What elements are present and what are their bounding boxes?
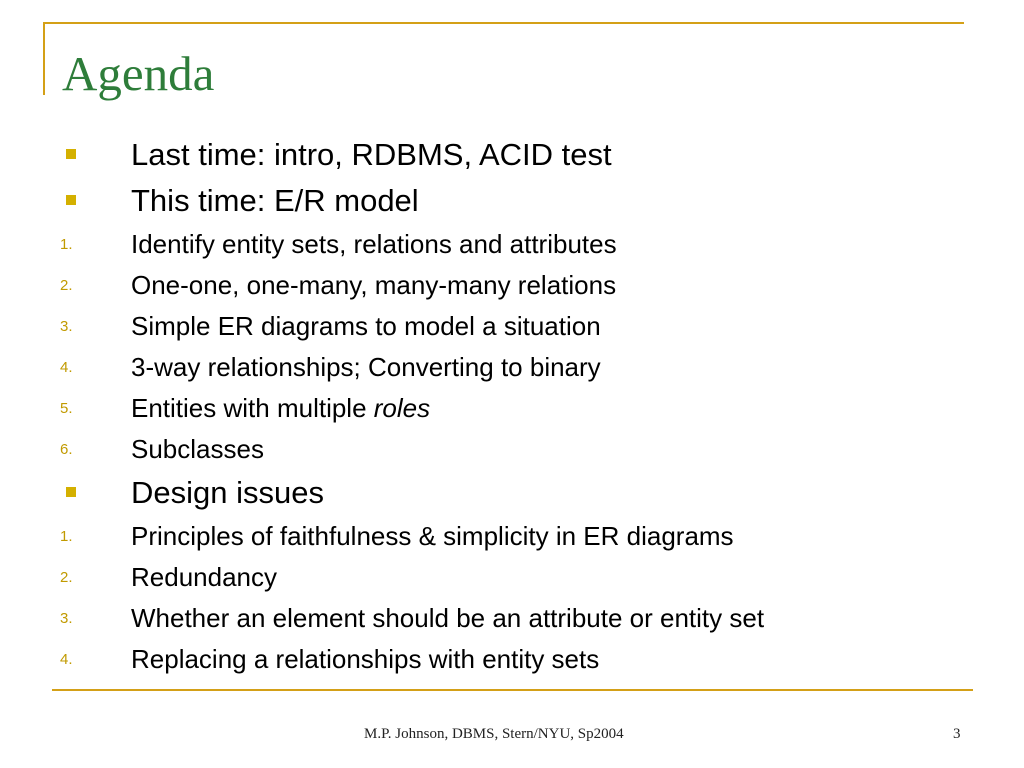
list-number: 4. (60, 359, 73, 376)
list-number: 1. (60, 236, 73, 253)
footer-text: M.P. Johnson, DBMS, Stern/NYU, Sp2004 (364, 726, 624, 742)
list-item-text: Simple ER diagrams to model a situation (131, 311, 601, 341)
list-number: 5. (60, 400, 73, 417)
list-item-text: Redundancy (131, 562, 277, 592)
list-item-text: This time: E/R model (131, 183, 419, 218)
top-border-line (43, 22, 964, 24)
list-item-text: Design issues (131, 475, 324, 510)
list-item-text: 3-way relationships; Converting to binary (131, 352, 601, 382)
list-item (0, 557, 1024, 598)
list-number: 4. (60, 651, 73, 668)
square-bullet-icon (66, 195, 76, 205)
list-item-text: Replacing a relationships with entity sets (131, 644, 600, 674)
square-bullet-icon (66, 487, 76, 497)
list-item (0, 516, 1024, 557)
list-item (0, 388, 1024, 429)
list-item (0, 224, 1024, 265)
agenda-list (0, 132, 1024, 680)
list-item (0, 306, 1024, 347)
square-bullet-icon (66, 149, 76, 159)
slide-title: Agenda (62, 46, 215, 101)
list-item-text: Principles of faithfulness & simplicity in ER diagrams (131, 521, 734, 551)
list-number: 3. (60, 610, 73, 627)
page-number: 3 (953, 726, 961, 742)
list-item-text: Last time: intro, RDBMS, ACID test (131, 137, 612, 172)
list-item-text: One-one, one-many, many-many relations (131, 270, 617, 300)
list-item (0, 132, 1024, 178)
list-item-text (131, 388, 430, 429)
list-number: 2. (60, 569, 73, 586)
list-item (0, 429, 1024, 470)
list-item (0, 470, 1024, 516)
list-item-text: Identify entity sets, relations and attributes (131, 229, 617, 259)
left-border-line (43, 22, 45, 95)
list-item-text: Subclasses (131, 434, 264, 464)
list-item (0, 265, 1024, 306)
list-item (0, 598, 1024, 639)
list-item (0, 178, 1024, 224)
list-item-text: Whether an element should be an attribute or entity set (131, 603, 765, 633)
list-item (0, 347, 1024, 388)
list-item (0, 639, 1024, 680)
list-number: 6. (60, 441, 73, 458)
list-number: 2. (60, 277, 73, 294)
list-number: 1. (60, 528, 73, 545)
bottom-border-line (52, 689, 973, 691)
list-item-text-plain: Entities with multiple (131, 393, 374, 423)
list-number: 3. (60, 318, 73, 335)
emphasized-word: roles (373, 393, 431, 423)
